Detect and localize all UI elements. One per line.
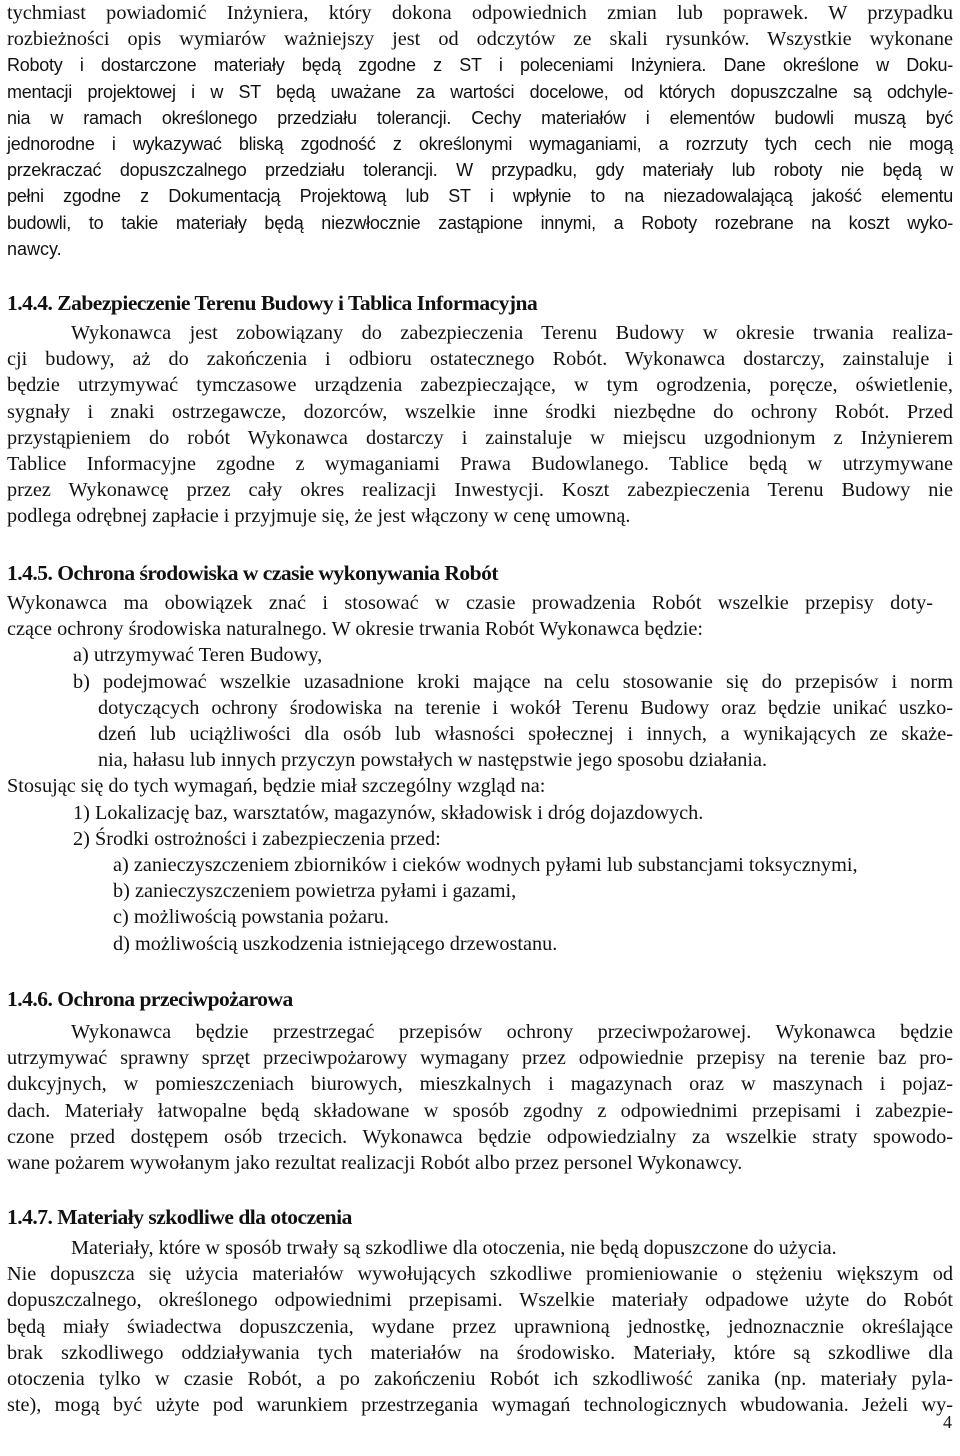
text-line: nawcy. — [7, 238, 62, 259]
list-item-1: 1) Lokalizację baz, warsztatów, magazynów, składowisk i dróg dojazdowych. — [73, 801, 704, 824]
text-line: tychmiast powiadomić Inżyniera, który dokona odpowiednich zmian lub poprawek. W przypadku — [7, 2, 953, 24]
list-item-b-line: b) podejmować wszelkie uzasadnione kroki mające na celu stosowanie się do przepisów i norm — [73, 670, 953, 693]
text-line: będzie utrzymywać tymczasowe urządzenia zabezpieczające, w tym ogrodzenia, poręcze, oświetlenie, — [7, 374, 953, 397]
text-line: Materiały, które w sposób trwały są szkodliwe dla otoczenia, nie będą dopuszczone do użycia. — [71, 1237, 837, 1259]
text-line: będą miały świadectwa dopuszczenia, wydane przez uprawnioną jednostkę, jednoznacznie określające — [7, 1315, 953, 1338]
text-line: przystąpieniem do robót Wykonawca dostarczy i zainstaluje w miejscu uzgodnionym z Inżynierem — [7, 426, 953, 449]
section-heading-1-4-5: 1.4.5. Ochrona środowiska w czasie wykonywania Robót — [7, 561, 499, 585]
text-line: Tablice Informacyjne zgodne z wymaganiami Prawa Budowlanego. Tablice będą w utrzymywane — [7, 453, 953, 476]
text-line: przekraczać dopuszczalnego przedziału tolerancji. W przypadku, gdy materiały lub roboty nie będą w — [7, 160, 953, 181]
sub-item-a: a) zanieczyszczeniem zbiorników i cieków wodnych pyłami lub substancjami toksycznymi, — [113, 854, 858, 877]
section-heading-1-4-7: 1.4.7. Materiały szkodliwe dla otoczenia — [7, 1205, 352, 1229]
text-line: pełni zgodne z Dokumentacją Projektową lub ST i wpłynie to na niezadowalającą jakość elementu — [7, 186, 953, 207]
text-line: sygnały i znaki ostrzegawcze, dozorców, wszelkie inne środki niezbędne do ochrony Robót. Przed — [7, 400, 953, 423]
text-line: rozbieżności opis wymiarów ważniejszy jest od odczytów ze skali rysunków. Wszystkie wykonane — [7, 28, 953, 51]
text-line: dach. Materiały łatwopalne będą składowane w sposób zgodny z odpowiednimi przepisami i zabezpie- — [7, 1099, 953, 1122]
section-heading-1-4-4: 1.4.4. Zabezpieczenie Terenu Budowy i Tablica Informacyjna — [7, 291, 538, 315]
list-item-b-line: dzeń lub uciążliwości dla osób lub własności społecznej i innych, a wynikających ze skaże- — [98, 723, 953, 746]
section-1-4-5-body — [7, 590, 953, 957]
text-line: otoczenia tylko w czasie Robót, a po zakończeniu Robót ich szkodliwość zanika (np. materiały pyla- — [7, 1368, 953, 1391]
text-line: wane pożarem wywołanym jako rezultat realizacji Robót albo przez personel Wykonawcy. — [7, 1152, 743, 1175]
text-line: czone przed dostępem osób trzecich. Wykonawca będzie odpowiedzialny za wszelkie straty spowodo- — [7, 1125, 953, 1148]
text-line: ste), mogą być użyte pod warunkiem przestrzegania wymagań technologicznych wbudowania. Jeżeli wy- — [7, 1394, 953, 1417]
text-line: Wykonawca jest zobowiązany do zabezpieczenia Terenu Budowy w okresie trwania realiza- — [71, 322, 953, 344]
text-line: nia w ramach określonego przedziału tolerancji. Cechy materiałów i elementów budowli muszą być — [7, 107, 953, 128]
text-line: podlega odrębnej zapłacie i przyjmuje się, że jest włączony w cenę umowną. — [7, 505, 631, 528]
list-item-a: a) utrzymywać Teren Budowy, — [73, 644, 323, 667]
text-line: Nie dopuszcza się użycia materiałów wywołujących szkodliwe promieniowanie o stężeniu większym od — [7, 1263, 953, 1286]
requirements-intro: Stosując się do tych wymagań, będzie miał szczególny wzgląd na: — [7, 775, 546, 798]
sub-item-b: b) zanieczyszczeniem powietrza pyłami i gazami, — [113, 880, 517, 903]
text-line: Wykonawca będzie przestrzegać przepisów ochrony przeciwpożarowej. Wykonawca będzie — [71, 1021, 953, 1043]
text-line: utrzymywać sprawny sprzęt przeciwpożarowy wymagany przez odpowiednie przepisy na terenie baz pro- — [7, 1047, 953, 1070]
text-line: cji budowy, aż do zakończenia i odbioru ostatecznego Robót. Wykonawca dostarczy, zainstaluje i — [7, 348, 953, 371]
list-item-2: 2) Środki ostrożności i zabezpieczenia przed: — [73, 827, 441, 850]
text-line: Wykonawca ma obowiązek znać i stosować w czasie prowadzenia Robót wszelkie przepisy doty- — [7, 592, 933, 614]
section-1-4-7-body — [7, 1235, 953, 1418]
text-line: dukcyjnych, w pomieszczeniach biurowych, mieszkalnych i magazynach oraz w maszynach i pojaz- — [7, 1073, 953, 1096]
text-line: budowli, to takie materiały będą niezwłocznie zastąpione innymi, a Roboty rozebrane na koszt wyko- — [7, 212, 953, 233]
sub-item-d: d) możliwością uszkodzenia istniejącego drzewostanu. — [113, 932, 558, 955]
text-line: dopuszczalnego, określonego odpowiednimi przepisami. Wszelkie materiały odpadowe użyte do Robót — [7, 1289, 953, 1312]
paragraph-intro — [7, 0, 953, 262]
section-heading-1-4-6: 1.4.6. Ochrona przeciwpożarowa — [7, 987, 293, 1011]
section-1-4-4-body — [7, 320, 953, 530]
text-line: czące ochrony środowiska naturalnego. W okresie trwania Robót Wykonawca będzie: — [7, 618, 703, 641]
sub-item-c: c) możliwością powstania pożaru. — [113, 906, 389, 929]
list-item-b-line: dotyczących ochrony środowiska na terenie i wokół Terenu Budowy oraz będzie unikać uszko- — [98, 696, 953, 719]
text-line: przez Wykonawcę przez cały okres realizacji Inwestycji. Koszt zabezpieczenia Terenu Budowy nie — [7, 479, 953, 502]
page-number: 4 — [943, 1412, 952, 1432]
text-line: Roboty i dostarczone materiały będą zgodne z ST i poleceniami Inżyniera. Dane określone w Doku- — [7, 55, 953, 76]
section-1-4-6-body — [7, 1019, 953, 1176]
list-item-b-line: nia, hałasu lub innych przyczyn powstałych w następstwie jego sposobu działania. — [98, 749, 768, 772]
text-line: brak szkodliwego oddziaływania tych materiałów na środowisko. Materiały, które są szkodliwe dla — [7, 1341, 953, 1364]
text-line: jednorodne i wykazywać bliską zgodność z określonymi wymaganiami, a rozrzuty tych cech nie mogą — [7, 134, 953, 155]
text-line: mentacji projektowej i w ST będą uważane za wartości docelowe, od których dopuszczalne są odchyle- — [7, 81, 953, 102]
